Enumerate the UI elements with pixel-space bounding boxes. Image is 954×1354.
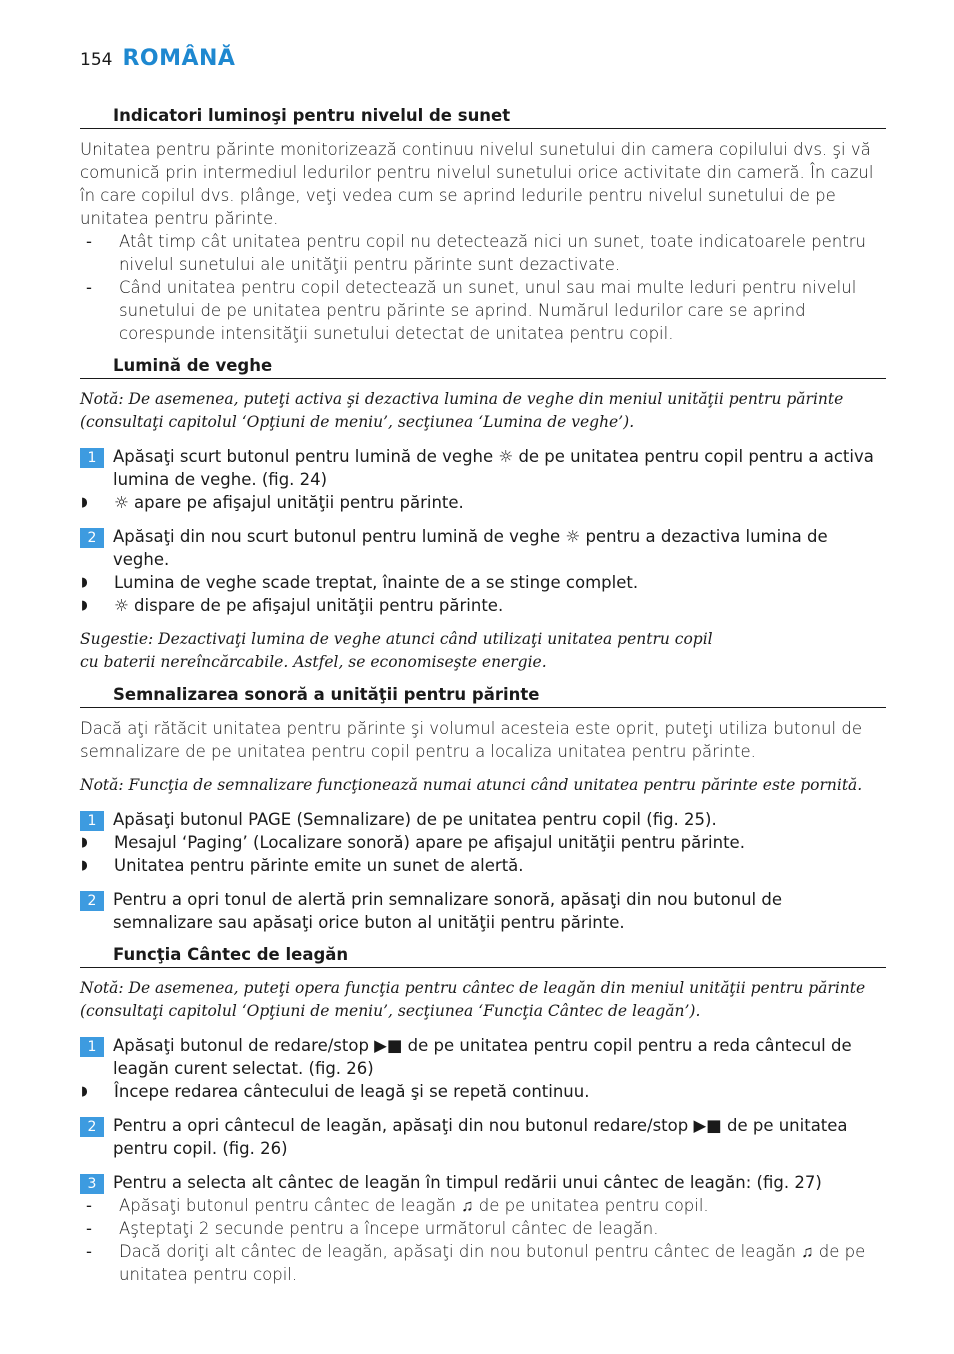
arrow-icon: ◗ [81, 858, 88, 873]
step-1: 1 Apăsaţi butonul PAGE (Semnalizare) de pe unitatea pentru copil (fig. 25). [80, 808, 886, 831]
step-number: 2 [80, 891, 104, 911]
step-2: 2 Apăsaţi din nou scurt butonul pentru lumină de veghe ☼ pentru a dezactiva lumina de veghe. [80, 525, 886, 571]
step-2: 2 Pentru a opri cântecul de leagăn, apăsaţi din nou butonul redare/stop ▶■ de pe unitatea pentru copil. (fig. 26) [80, 1114, 886, 1160]
result-item: ◗ Mesajul ‘Paging’ (Localizare sonoră) apare pe afişajul unităţii pentru părinte. [81, 833, 745, 852]
list-item: - Dacă doriţi alt cântec de leagăn, apăsaţi din nou butonul pentru cântec de leagăn ♫ de pe unitatea pentru copil. [86, 1242, 866, 1284]
result-item: ◗ Începe redarea cântecului de leagă şi se repetă continuu. [81, 1082, 590, 1101]
step-number: 3 [80, 1174, 104, 1194]
page-number: 154 [80, 50, 113, 70]
result-item: ◗ ☼ apare pe afişajul unităţii pentru părinte. [81, 493, 464, 512]
language-title: ROMÂNĂ [122, 46, 236, 71]
result-item: ◗ Unitatea pentru părinte emite un sunet de alertă. [81, 856, 524, 875]
page-content [80, 106, 886, 1286]
step-1: 1 Apăsaţi butonul de redare/stop ▶■ de pe unitatea pentru copil pentru a reda cântecul de leagăn curent selectat. (fig. 26) [80, 1034, 886, 1080]
result-item: ◗ ☼ dispare de pe afişajul unităţii pentru părinte. [81, 596, 504, 615]
paragraph-intro: Dacă aţi rătăcit unitatea pentru părinte şi volumul acesteia este oprit, puteţi utiliza butonul de semnalizare de pe unitatea pentru copil pentru a localiza unitatea pentru părinte. [80, 719, 862, 761]
page-header [80, 46, 235, 71]
tip: Sugestie: Dezactivaţi lumina de veghe atunci când utilizaţi unitatea pentru copil cu baterii nereîncărcabile. Astfel, se economiseşte energie. [80, 630, 713, 671]
step-number: 1 [80, 1037, 104, 1057]
arrow-icon: ◗ [81, 575, 88, 590]
section-title-sound-indicators: Indicatori luminoşi pentru nivelul de sunet [80, 106, 886, 129]
paragraph-intro: Unitatea pentru părinte monitorizează continuu nivelul sunetului din camera copilului dvs. şi vă comunică prin intermediul ledurilor pentru nivelul sunetului orice activitate din cameră. În cazul în care copilul dvs. plânge, veţi vedea cum se aprind ledurile pentru nivelul sunetului de pe unitatea pentru părinte. [80, 140, 874, 228]
step-number: 1 [80, 448, 104, 468]
step-1: 1 Apăsaţi scurt butonul pentru lumină de veghe ☼ de pe unitatea pentru copil pentru a activa lumina de veghe. (fig. 24) [80, 445, 886, 491]
arrow-icon: ◗ [81, 495, 88, 510]
step-number: 2 [80, 1117, 104, 1137]
list-item: - Atât timp cât unitatea pentru copil nu detectează nici un sunet, toate indicatoarele pentru nivelul sunetului ale unităţii pentru părinte sunt dezactivate. [86, 232, 866, 274]
section-title-night-light: Lumină de veghe [80, 356, 886, 379]
list-item: - Apăsaţi butonul pentru cântec de leagăn ♫ de pe unitatea pentru copil. [86, 1196, 709, 1215]
note: Notă: Funcţia de semnalizare funcţionează numai atunci când unitatea pentru părinte este pornită. [80, 776, 863, 794]
note: Notă: De asemenea, puteţi activa şi dezactiva lumina de veghe din meniul unităţii pentru părinte (consultaţi capitolul ‘Opţiuni de meniu’, secţiunea ‘Lumina de veghe’). [80, 390, 844, 431]
list-item: - Când unitatea pentru copil detectează un sunet, unul sau mai multe leduri pentru nivelul sunetului de pe unitatea pentru părinte se aprind. Numărul ledurilor care se aprind corespunde intensităţii sunetului detectat de unitatea pentru copil. [86, 278, 857, 343]
step-2: 2 Pentru a opri tonul de alertă prin semnalizare sonoră, apăsaţi din nou butonul de semnalizare sau apăsaţi orice buton al unităţii pentru părinte. [80, 888, 886, 934]
arrow-icon: ◗ [81, 835, 88, 850]
step-3: 3 Pentru a selecta alt cântec de leagăn în timpul redării unui cântec de leagăn: (fig. 27) [80, 1171, 886, 1194]
list-item: - Aşteptaţi 2 secunde pentru a începe următorul cântec de leagăn. [86, 1219, 659, 1238]
section-title-lullaby: Funcţia Cântec de leagăn [80, 945, 886, 968]
result-item: ◗ Lumina de veghe scade treptat, înainte de a se stinge complet. [81, 573, 639, 592]
section-title-paging: Semnalizarea sonoră a unităţii pentru părinte [80, 685, 886, 708]
step-number: 2 [80, 528, 104, 548]
step-number: 1 [80, 811, 104, 831]
arrow-icon: ◗ [81, 598, 88, 613]
arrow-icon: ◗ [81, 1084, 88, 1099]
note: Notă: De asemenea, puteţi opera funcţia pentru cântec de leagăn din meniul unităţii pentru părinte (consultaţi capitolul ‘Opţiuni de meniu’, secţiunea ‘Funcţia Cântec de leagăn’). [80, 979, 866, 1020]
